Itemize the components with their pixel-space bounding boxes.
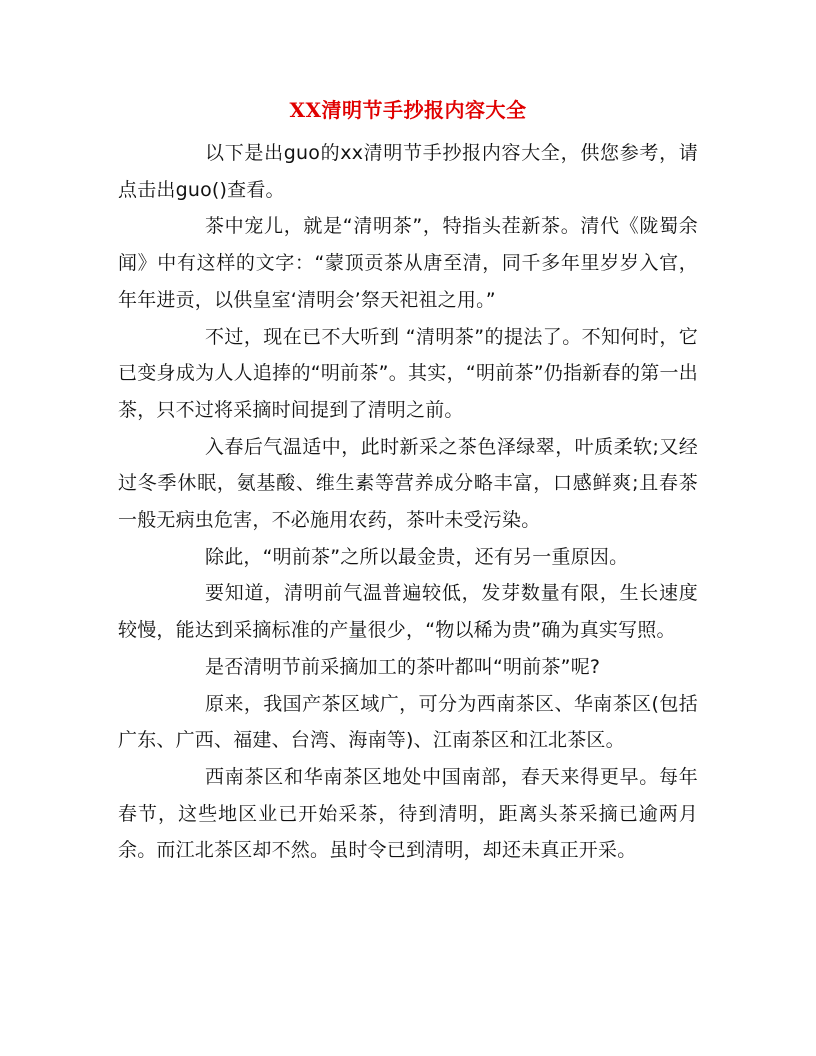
paragraph-qingming-tea: 茶中宠儿，就是“清明茶”，特指头茬新茶。清代《陇蜀余闻》中有这样的文字：“蒙顶贡茶从唐至清，同千多年里岁岁入官，年年进贡，以供皇室‘清明会’祭天祀祖之用。” [118, 215, 698, 311]
document-title: XX清明节手抄报内容大全 [289, 98, 527, 122]
paragraph-scarcity: 要知道，清明前气温普遍较低，发芽数量有限，生长速度较慢，能达到采摘标准的产量很少，“物以稀为贵”确为真实写照。 [118, 582, 698, 642]
paragraph-southern-regions: 西南茶区和华南茶区地处中国南部，春天来得更早。每年春节，这些地区业已开始采茶，待到清明，距离头茶采摘已逾两月余。而江北茶区却不然。虽时令已到清明，却还未真正开采。 [118, 765, 698, 862]
paragraph-intro: 以下是出guo的xx清明节手抄报内容大全，供您参考，请点击出guo()查看。 [118, 142, 698, 201]
document-body [118, 135, 698, 869]
paragraph-another-reason: 除此，“明前茶”之所以最金贵，还有另一重原因。 [205, 545, 629, 568]
paragraph-spring-tea-quality: 入春后气温适中，此时新采之茶色泽绿翠，叶质柔软;又经过冬季休眠，氨基酸、维生素等营养成分略丰富，口感鲜爽;且春茶一般无病虫危害，不必施用农药，茶叶未受污染。 [118, 435, 698, 532]
paragraph-question: 是否清明节前采摘加工的茶叶都叫“明前茶”呢? [205, 655, 601, 678]
paragraph-tea-regions: 原来，我国产茶区域广，可分为西南茶区、华南茶区(包括广东、广西、福建、台湾、海南等)、江南茶区和江北茶区。 [118, 692, 698, 752]
paragraph-mingqian-tea: 不过，现在已不大听到 “清明茶”的提法了。不知何时，它已变身成为人人追捧的“明前茶”。其实，“明前茶”仍指新春的第一出茶，只不过将采摘时间提到了清明之前。 [118, 325, 698, 421]
